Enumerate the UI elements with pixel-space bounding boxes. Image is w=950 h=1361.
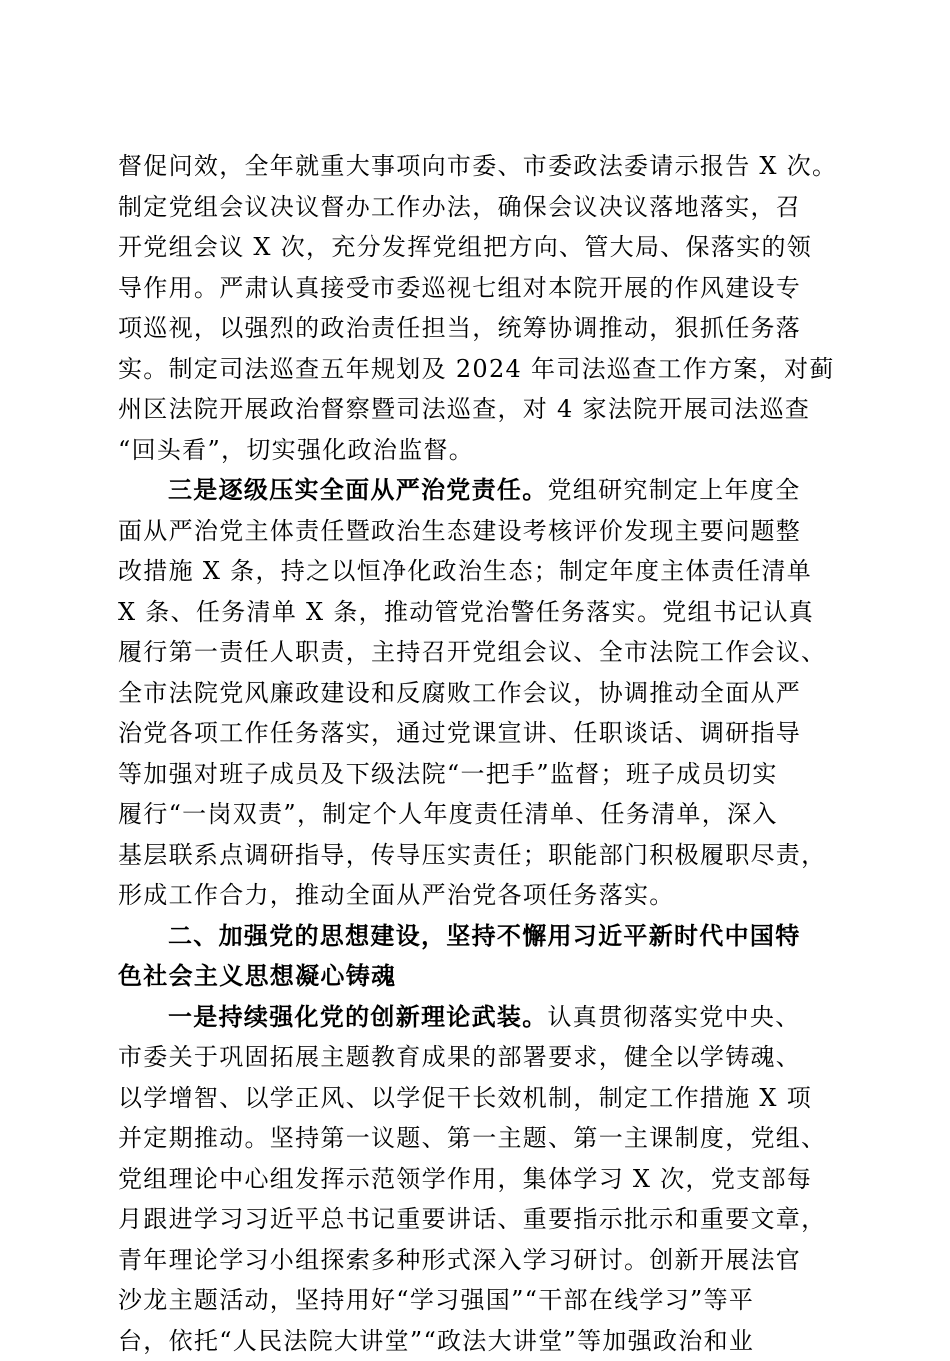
paragraph-party-responsibility: [118, 470, 836, 916]
text-run: 党组研究制定上年度全: [548, 476, 801, 504]
text-line: X 条、任务清单 X 条，推动管党治警任务落实。党组书记认真: [118, 592, 836, 633]
paragraph-lead: 一是持续强化党的创新理论武装。: [168, 1002, 548, 1031]
heading-line: 色社会主义思想凝心铸魂: [118, 956, 836, 997]
text-line: 州区法院开展政治督察暨司法巡查，对 4 家法院开展司法巡查: [118, 389, 836, 430]
text-line: 以学增智、以学正风、以学促干长效机制，制定工作措施 X 项: [118, 1078, 836, 1119]
text-line: 改措施 X 条，持之以恒净化政治生态；制定年度主体责任清单: [118, 551, 836, 592]
text-line: 制定党组会议决议督办工作办法，确保会议决议落地落实，召: [118, 187, 836, 228]
text-line: 并定期推动。坚持第一议题、第一主题、第一主课制度，党组、: [118, 1118, 836, 1159]
text-line: 导作用。严肃认真接受市委巡视七组对本院开展的作风建设专: [118, 268, 836, 309]
text-line: “回头看”，切实强化政治监督。: [118, 430, 836, 471]
text-line: 履行第一责任人职责，主持召开党组会议、全市法院工作会议、: [118, 632, 836, 673]
text-line: 沙龙主题活动，坚持用好“学习强国”“干部在线学习”等平: [118, 1280, 836, 1321]
section-heading: [118, 916, 836, 997]
text-line: 实。制定司法巡查五年规划及 2024 年司法巡查工作方案，对蓟: [118, 349, 836, 390]
heading-line: 二、加强党的思想建设，坚持不懈用习近平新时代中国特: [118, 916, 836, 957]
text-line: 全市法院党风廉政建设和反腐败工作会议，协调推动全面从严: [118, 673, 836, 714]
paragraph-lead: 三是逐级压实全面从严治党责任。: [168, 475, 548, 504]
document-page: [118, 146, 836, 1361]
text-line: 台，依托“人民法院大讲堂”“政法大讲堂”等加强政治和业: [118, 1321, 836, 1361]
text-line: [118, 470, 836, 511]
paragraph-political-supervision: [118, 146, 836, 470]
text-line: 开党组会议 X 次，充分发挥党组把方向、管大局、保落实的领: [118, 227, 836, 268]
text-line: 市委关于巩固拓展主题教育成果的部署要求，健全以学铸魂、: [118, 1037, 836, 1078]
text-line: 履行“一岗双责”，制定个人年度责任清单、任务清单，深入: [118, 794, 836, 835]
text-line: [118, 997, 836, 1038]
text-line: 青年理论学习小组探索多种形式深入学习研讨。创新开展法官: [118, 1240, 836, 1281]
text-line: 基层联系点调研指导，传导压实责任；职能部门积极履职尽责，: [118, 835, 836, 876]
text-line: 等加强对班子成员及下级法院“一把手”监督；班子成员切实: [118, 754, 836, 795]
text-line: 面从严治党主体责任暨政治生态建设考核评价发现主要问题整: [118, 511, 836, 552]
paragraph-theory-study: [118, 997, 836, 1361]
text-line: 治党各项工作任务落实，通过党课宣讲、任职谈话、调研指导: [118, 713, 836, 754]
text-line: 形成工作合力，推动全面从严治党各项任务落实。: [118, 875, 836, 916]
text-line: 党组理论中心组发挥示范领学作用，集体学习 X 次，党支部每: [118, 1159, 836, 1200]
text-line: 督促问效，全年就重大事项向市委、市委政法委请示报告 X 次。: [118, 146, 836, 187]
text-line: 月跟进学习习近平总书记重要讲话、重要指示批示和重要文章，: [118, 1199, 836, 1240]
text-run: 认真贯彻落实党中央、: [548, 1003, 801, 1031]
text-line: 项巡视，以强烈的政治责任担当，统筹协调推动，狠抓任务落: [118, 308, 836, 349]
